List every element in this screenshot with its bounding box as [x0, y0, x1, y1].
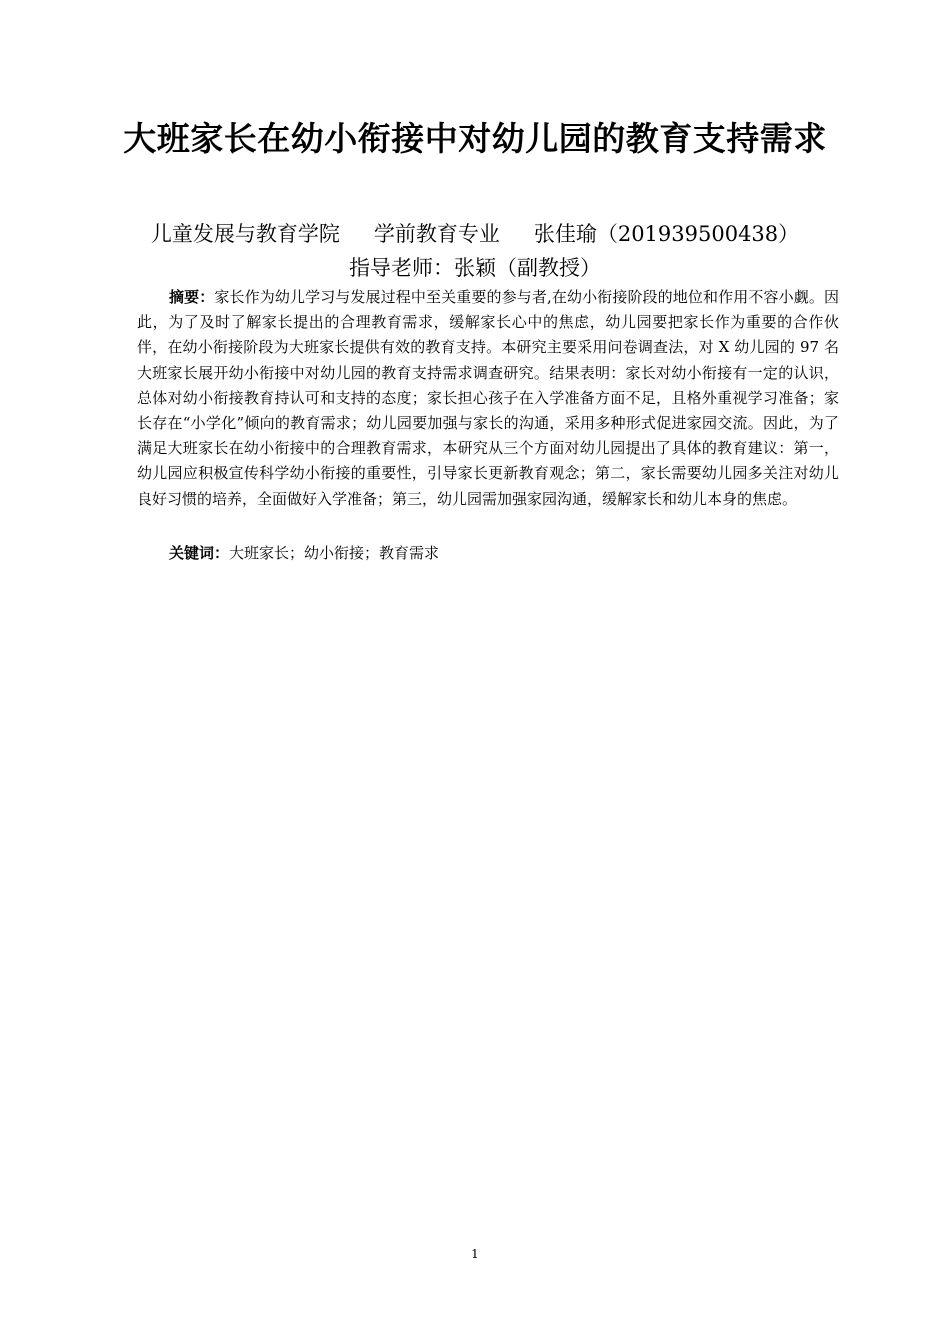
- major-name: 学前教育专业: [373, 222, 500, 246]
- abstract-label: 摘要：: [169, 288, 215, 306]
- page-number: 1: [471, 1247, 479, 1261]
- keywords-paragraph: [137, 541, 839, 566]
- paper-title: 大班家长在幼小衔接中对幼儿园的教育支持需求: [123, 119, 827, 158]
- keywords-text: 大班家长；幼小衔接；教育需求: [229, 544, 440, 562]
- abstract-paragraph: [137, 285, 839, 512]
- abstract-text: 家长作为幼儿学习与发展过程中至关重要的参与者,在幼小衔接阶段的地位和作用不容小觑。因此，为了及时了解家长提出的合理教育需求，缓解家长心中的焦虑，幼儿园要把家长作为重要的合作伙伴，在幼小衔接阶段为大班家长提供有效的教育支持。本研究主要采用问卷调查法，对 X 幼儿园的 97 名大班家长展开幼小衔接中对幼儿园的教育支持需求调查研究。结果表明：家长对幼小衔接有一定的认识，总体对幼小衔接教育持认可和支持的态度；家长担心孩子在入学准备方面不足，且格外重视学习准备；家长存在“小学化”倾向的教育需求；幼儿园要加强与家长的沟通，采用多种形式促进家园交流。因此，为了满足大班家长在幼小衔接中的合理教育需求，本研究从三个方面对幼儿园提出了具体的教育建议：第一，幼儿园应积极宣传科学幼小衔接的重要性，引导家长更新教育观念；第二，家长需要幼儿园多关注对幼儿良好习惯的培养，全面做好入学准备；第三，幼儿园需加强家园沟通，缓解家长和幼儿本身的焦虑。: [137, 288, 839, 508]
- advisor-line: 指导老师：张颖（副教授）: [349, 256, 601, 280]
- student-name-id: 张佳瑜（201939500438）: [533, 222, 800, 246]
- keywords-label: 关键词：: [169, 544, 230, 562]
- college-name: 儿童发展与教育学院: [150, 222, 340, 246]
- author-info-line: [120, 218, 830, 250]
